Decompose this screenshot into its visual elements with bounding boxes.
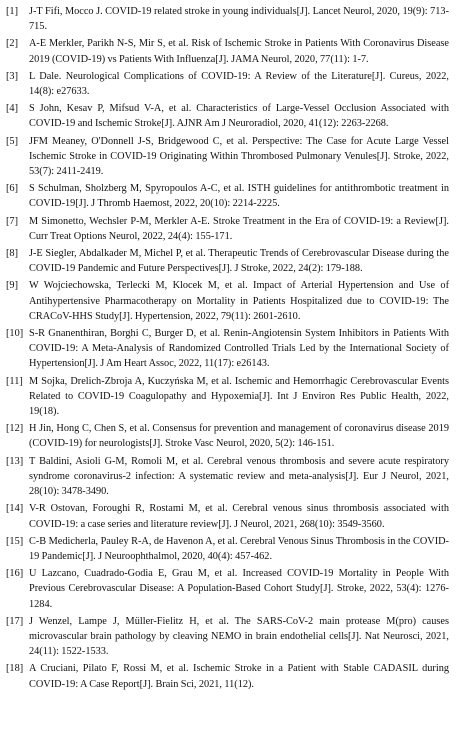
- reference-item: [0, 36, 457, 66]
- reference-number: [3]: [6, 70, 19, 82]
- reference-text: A Cruciani, Pilato F, Rossi M, et al. Ischemic Stroke in a Patient with Stable CADASIL during COVID-19: A Case Report[J]. Brain Sci, 2021, 11(12).: [29, 663, 449, 690]
- reference-item: [0, 566, 457, 612]
- reference-number: [12]: [6, 423, 24, 435]
- reference-item: [0, 214, 457, 244]
- reference-text: W Wojciechowska, Terlecki M, Klocek M, et al. Impact of Arterial Hypertension and Use of Antihypertensive Pharmacotherapy on Mortality in Patients Hospitalized due to COVID-19: The CRACoV-HHS Study[J]. Hypertension, 2022, 79(11): 2601-2610.: [29, 280, 449, 322]
- reference-item: [0, 374, 457, 420]
- reference-text: U Lazcano, Cuadrado-Godia E, Grau M, et al. Increased COVID-19 Mortality in People With Previous Cerebrovascular Disease: A Population-Based Cohort Study[J]. Stroke, 2022, 53(4): 1276-1284.: [29, 568, 449, 610]
- reference-number: [9]: [6, 280, 19, 292]
- reference-text: A-E Merkler, Parikh N-S, Mir S, et al. Risk of Ischemic Stroke in Patients With Coronavirus Disease 2019 (COVID-19) vs Patients With Influenza[J]. JAMA Neurol, 2020, 77(11): 1-7.: [29, 38, 449, 65]
- reference-text: JFM Meaney, O'Donnell J-S, Bridgewood C, et al. Perspective: The Case for Acute Large Vessel Ischemic Stroke in COVID-19 Originating Within Thrombosed Pulmonary Venules[J]. Stroke, 2022, 53(7): 2411-2419.: [29, 135, 449, 178]
- reference-item: [0, 421, 457, 451]
- reference-text: M Sojka, Drelich-Zbroja A, Kuczyńska M, et al. Ischemic and Hemorrhagic Cerebrovascular Events Related to COVID-19 Coagulopathy and Hypoxemia[J]. Int J Environ Res Public Health, 2022, 19(18).: [29, 375, 449, 418]
- reference-number: [18]: [6, 663, 24, 675]
- reference-text: S Schulman, Sholzberg M, Spyropoulos A-C, et al. ISTH guidelines for antithrombotic treatment in COVID-19[J]. J Thromb Haemost, 2022, 20(10): 2214-2225.: [29, 183, 449, 210]
- reference-number: [17]: [6, 615, 24, 627]
- reference-text: C-B Medicherla, Pauley R-A, de Havenon A, et al. Cerebral Venous Sinus Thrombosis in the COVID-19 Pandemic[J]. J Neuroophthalmol, 2020, 40(4): 457-462.: [29, 535, 449, 562]
- reference-item: [0, 181, 457, 211]
- reference-number: [15]: [6, 535, 24, 547]
- reference-text: V-R Ostovan, Foroughi R, Rostami M, et al. Cerebral venous sinus thrombosis associated with COVID-19: a case series and literature review[J]. J Neurol, 2021, 268(10): 3549-3560.: [29, 503, 449, 530]
- reference-text: H Jin, Hong C, Chen S, et al. Consensus for prevention and management of coronavirus disease 2019 (COVID-19) for neurologists[J]. Stroke Vasc Neurol, 2020, 5(2): 146-151.: [29, 423, 449, 450]
- reference-item: [0, 326, 457, 372]
- reference-text: S-R Gnanenthiran, Borghi C, Burger D, et al. Renin-Angiotensin System Inhibitors in Patients With COVID-19: A Meta-Analysis of Randomized Controlled Trials Led by the International Society of Hypertension[J]. J Am Heart Assoc, 2022, 11(17): e26143.: [29, 328, 449, 370]
- reference-item: [0, 101, 457, 131]
- reference-item: [0, 501, 457, 531]
- reference-number: [13]: [6, 455, 24, 467]
- reference-number: [6]: [6, 183, 19, 195]
- reference-item: [0, 614, 457, 660]
- reference-item: [0, 661, 457, 691]
- reference-number: [8]: [6, 248, 19, 260]
- reference-number: [1]: [6, 6, 19, 17]
- reference-number: [2]: [6, 38, 19, 50]
- reference-text: J-E Siegler, Abdalkader M, Michel P, et al. Therapeutic Trends of Cerebrovascular Disease during the COVID-19 Pandemic and Future Perspectives[J]. J Stroke, 2022, 24(2): 179-188.: [29, 248, 449, 275]
- reference-number: [14]: [6, 503, 24, 515]
- reference-number: [16]: [6, 568, 24, 580]
- reference-number: [10]: [6, 328, 24, 340]
- reference-list: [0, 4, 457, 694]
- reference-number: [5]: [6, 135, 19, 147]
- reference-item: [0, 69, 457, 99]
- reference-item: [0, 134, 457, 180]
- reference-text: J Wenzel, Lampe J, Müller-Fielitz H, et al. The SARS-CoV-2 main protease M(pro) causes microvascular brain pathology by cleaving NEMO in brain endothelial cells[J]. Nat Neurosci, 2021, 24(11): 1522-1533.: [29, 615, 449, 658]
- reference-number: [11]: [6, 375, 23, 387]
- reference-item: [0, 4, 457, 34]
- reference-text: S John, Kesav P, Mifsud V-A, et al. Characteristics of Large-Vessel Occlusion Associated with COVID-19 and Ischemic Stroke[J]. AJNR Am J Neuroradiol, 2020, 41(12): 2263-2268.: [29, 103, 449, 130]
- reference-number: [4]: [6, 103, 19, 115]
- reference-item: [0, 454, 457, 500]
- reference-item: [0, 278, 457, 324]
- reference-text: T Baldini, Asioli G-M, Romoli M, et al. Cerebral venous thrombosis and severe acute respiratory syndrome coronavirus-2 infection: A systematic review and meta-analysis[J]. Eur J Neurol, 2021, 28(10): 3478-3490.: [29, 455, 449, 498]
- reference-text: L Dale. Neurological Complications of COVID-19: A Review of the Literature[J]. Cureus, 2022, 14(8): e27633.: [29, 70, 449, 98]
- reference-text: J-T Fifi, Mocco J. COVID-19 related stroke in young individuals[J]. Lancet Neurol, 2020, 19(9): 713-715.: [29, 6, 449, 33]
- reference-item: [0, 534, 457, 564]
- reference-number: [7]: [6, 215, 19, 227]
- reference-item: [0, 246, 457, 276]
- reference-text: M Simonetto, Wechsler P-M, Merkler A-E. Stroke Treatment in the Era of COVID-19: a Review[J]. Curr Treat Options Neurol, 2022, 24(4): 155-171.: [29, 215, 449, 242]
